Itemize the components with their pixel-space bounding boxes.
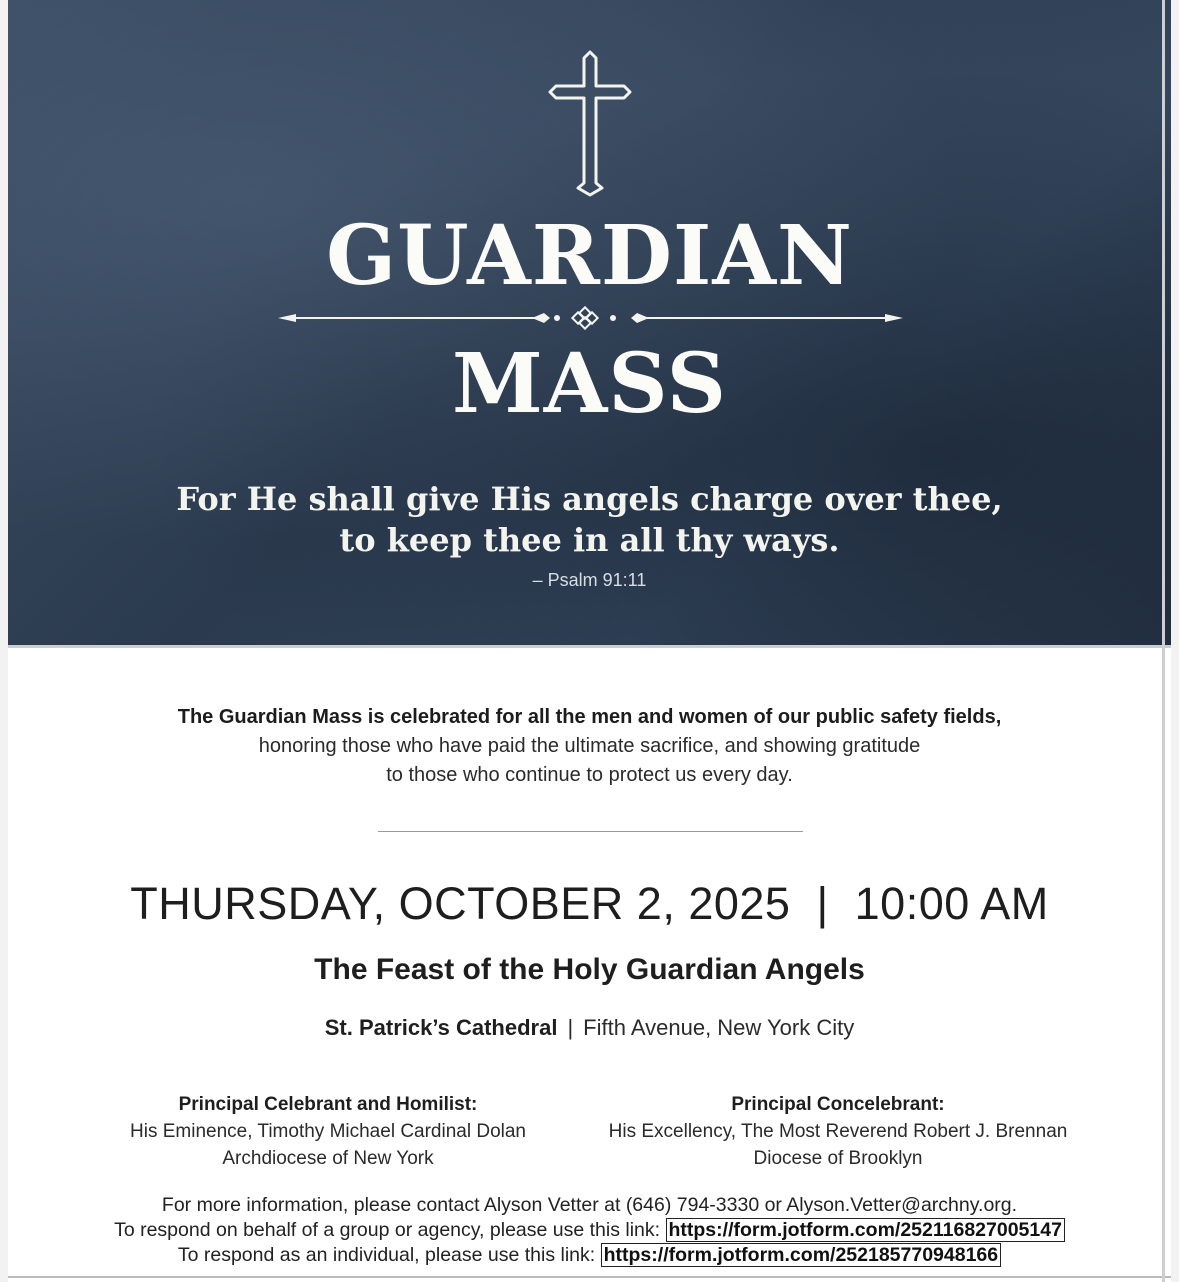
ornamental-divider-icon: [278, 305, 903, 331]
celebrant-heading: Principal Celebrant and Homilist:: [178, 1094, 478, 1115]
group-rsvp-link[interactable]: https://form.jotform.com/252116827005147: [666, 1218, 1065, 1242]
individual-rsvp-text: To respond as an individual, please use this link:: [177, 1244, 601, 1266]
venue-address: Fifth Avenue, New York City: [583, 1015, 855, 1040]
hero-bottom-edge: [8, 645, 1171, 648]
section-divider: [378, 831, 803, 832]
celebrant-name: His Eminence, Timothy Michael Cardinal Dolan: [130, 1121, 526, 1142]
feast-title: The Feast of the Holy Guardian Angels: [314, 953, 865, 986]
scripture-verse: [8, 479, 1171, 561]
concelebrant-heading: Principal Concelebrant:: [731, 1094, 945, 1115]
cross-icon: [535, 48, 645, 198]
event-datetime: THURSDAY, OCTOBER 2, 2025 | 10:00 AM: [130, 878, 1049, 929]
verse-line-1: For He shall give His angels charge over thee,: [176, 480, 1003, 518]
group-rsvp-text: To respond on behalf of a group or agency, please use this link:: [114, 1219, 666, 1241]
venue-separator: |: [567, 1015, 574, 1040]
verse-citation: – Psalm 91:11: [532, 570, 647, 590]
concelebrant-org: Diocese of Brooklyn: [753, 1148, 923, 1169]
verse-line-2: to keep thee in all thy ways.: [339, 521, 840, 559]
celebrant-org: Archdiocese of New York: [222, 1148, 434, 1169]
group-rsvp-line: [8, 1218, 1171, 1243]
concelebrant-name: His Excellency, The Most Reverend Robert J. Brennan: [608, 1121, 1068, 1142]
individual-rsvp-line: [8, 1243, 1171, 1268]
footer-info: [8, 1193, 1171, 1268]
venue-name: St. Patrick’s Cathedral: [324, 1015, 558, 1040]
flyer-page: [8, 0, 1171, 1282]
title-guardian: GUARDIAN: [326, 208, 853, 304]
event-location: [8, 1015, 1171, 1041]
intro-line-3: to those who continue to protect us every day.: [386, 764, 793, 786]
contact-line: For more information, please contact Alyson Vetter at (646) 794-3330 or Alyson.Vetter@archny.org.: [161, 1194, 1018, 1216]
title-mass: MASS: [451, 336, 728, 432]
page-bottom-line: [8, 1276, 1171, 1278]
individual-rsvp-link[interactable]: https://form.jotform.com/252185770948166: [601, 1243, 1002, 1267]
principal-concelebrant: [578, 1091, 1098, 1172]
intro-line-2: honoring those who have paid the ultimate sacrifice, and showing gratitude: [258, 735, 921, 757]
page-right-edge: [1162, 0, 1165, 1282]
intro-paragraph: [8, 703, 1171, 790]
principal-celebrant: [68, 1091, 588, 1172]
hero-banner: [8, 0, 1171, 645]
intro-bold-line: The Guardian Mass is celebrated for all the men and women of our public safety fields,: [177, 706, 1002, 728]
